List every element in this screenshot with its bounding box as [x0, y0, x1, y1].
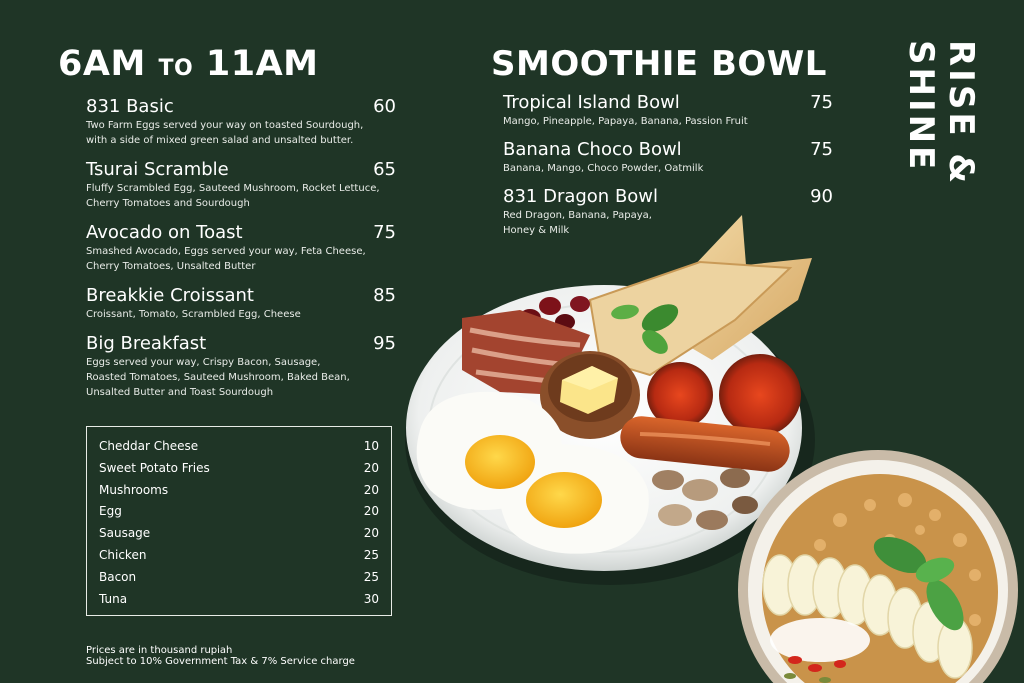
smoothie-heading: SMOOTHIE BOWL — [491, 44, 827, 84]
addon-row[interactable] — [99, 545, 379, 567]
hours-start: 6AM — [58, 44, 146, 84]
menu-item-price: 75 — [373, 222, 396, 243]
smoothie-item-name: Tropical Island Bowl — [503, 92, 680, 113]
addon-name: Tuna — [99, 591, 128, 606]
menu-item-description: Croissant, Tomato, Scrambled Egg, Cheese — [86, 309, 301, 320]
menu-item-price: 95 — [373, 333, 396, 354]
price-note-currency: Prices are in thousand rupiah — [86, 645, 233, 656]
breakfast-hours-heading — [58, 44, 319, 84]
addons-box — [86, 426, 392, 616]
addon-price: 25 — [363, 569, 379, 584]
smoothie-item-description: Mango, Pineapple, Papaya, Banana, Passion Fruit — [503, 116, 748, 127]
menu-item-name: Big Breakfast — [86, 333, 207, 354]
addon-name: Sausage — [99, 526, 151, 541]
smoothie-item[interactable] — [503, 139, 833, 176]
addon-row[interactable] — [99, 436, 379, 458]
price-notes — [86, 645, 355, 667]
smoothie-menu-list — [503, 92, 833, 248]
menu-item-name: Tsurai Scramble — [86, 159, 229, 180]
smoothie-item-name: 831 Dragon Bowl — [503, 186, 659, 207]
addon-name: Sweet Potato Fries — [99, 460, 210, 475]
rise-and-shine-title: RISE & SHINE — [901, 40, 981, 187]
breakfast-menu-list — [86, 96, 396, 411]
menu-item[interactable] — [86, 285, 396, 322]
smoothie-item-description: Red Dragon, Banana, Papaya, — [503, 210, 652, 221]
menu-item-description: Roasted Tomatoes, Sauteed Mushroom, Baked Bean, — [86, 372, 350, 383]
addon-name: Egg — [99, 504, 122, 519]
addon-row[interactable] — [99, 501, 379, 523]
menu-item[interactable] — [86, 333, 396, 400]
addon-row[interactable] — [99, 458, 379, 480]
menu-item[interactable] — [86, 159, 396, 211]
menu-item-description: Fluffy Scrambled Egg, Sauteed Mushroom, Rocket Lettuce, — [86, 183, 380, 194]
menu-item-description: with a side of mixed green salad and unsalted butter. — [86, 135, 354, 146]
addon-price: 10 — [363, 439, 379, 453]
menu-item-description: Eggs served your way, Crispy Bacon, Sausage, — [86, 357, 321, 368]
menu-item-description: Smashed Avocado, Eggs served your way, Feta Cheese, — [86, 246, 366, 257]
addon-price: 20 — [363, 504, 379, 519]
menu-item[interactable] — [86, 96, 396, 148]
addon-name: Bacon — [99, 569, 137, 584]
addon-row[interactable] — [99, 480, 379, 502]
menu-item[interactable] — [86, 222, 396, 274]
menu-item-description: Cherry Tomatoes, Unsalted Butter — [86, 261, 256, 272]
addon-row[interactable] — [99, 589, 379, 611]
addon-price: 30 — [363, 591, 379, 606]
addon-name: Mushrooms — [99, 482, 169, 497]
smoothie-item[interactable] — [503, 92, 833, 129]
menu-item-description: Two Farm Eggs served your way on toasted Sourdough, — [86, 120, 364, 131]
addon-price: 25 — [363, 547, 379, 562]
menu-item-price: 85 — [373, 285, 396, 306]
smoothie-item-name: Banana Choco Bowl — [503, 139, 682, 160]
smoothie-item-price: 75 — [810, 139, 833, 160]
smoothie-item-price: 90 — [810, 186, 833, 207]
addon-name: Chicken — [99, 547, 147, 562]
smoothie-item-description: Honey & Milk — [503, 225, 570, 236]
smoothie-item-price: 75 — [810, 92, 833, 113]
addon-price: 20 — [363, 526, 379, 541]
menu-item-description: Unsalted Butter and Toast Sourdough — [86, 387, 274, 398]
menu-item-price: 60 — [373, 96, 396, 117]
menu-item-description: Cherry Tomatoes and Sourdough — [86, 198, 250, 209]
hours-end: 11AM — [205, 44, 319, 84]
hours-to: TO — [158, 56, 194, 81]
addon-row[interactable] — [99, 523, 379, 545]
addon-price: 20 — [363, 460, 379, 475]
addon-row[interactable] — [99, 567, 379, 589]
smoothie-item-description: Banana, Mango, Choco Powder, Oatmilk — [503, 163, 704, 174]
menu-item-price: 65 — [373, 159, 396, 180]
addon-name: Cheddar Cheese — [99, 439, 199, 453]
menu-item-name: 831 Basic — [86, 96, 174, 117]
menu-item-name: Avocado on Toast — [86, 222, 243, 243]
price-note-tax: Subject to 10% Government Tax & 7% Service charge — [86, 656, 355, 667]
smoothie-item[interactable] — [503, 186, 833, 238]
menu-item-name: Breakkie Croissant — [86, 285, 254, 306]
addon-price: 20 — [363, 482, 379, 497]
